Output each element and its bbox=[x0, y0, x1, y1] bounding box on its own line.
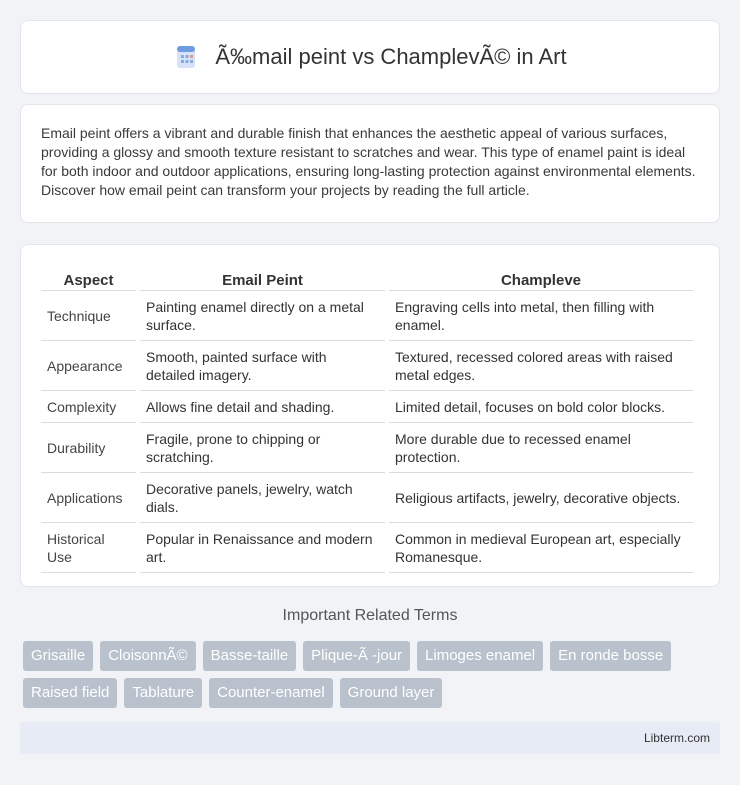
related-term-tag[interactable]: Basse-taille bbox=[203, 641, 297, 671]
table-row bbox=[41, 473, 693, 523]
table-cell-aspect: Technique bbox=[41, 291, 136, 341]
footer bbox=[20, 722, 720, 754]
column-header-email-peint: Email Peint bbox=[140, 265, 385, 291]
intro-text: Email peint offers a vibrant and durable finish that enhances the aesthetic appeal of various surfaces, providing a glossy and smooth texture resistant to scratches and wear. This type of enamel paint is ideal for both indoor and outdoor applications, ensuring long-lasting protection against environmental elements. Discover how email peint can transform your projects by reading the full article. bbox=[41, 125, 696, 198]
table-cell-email-peint: Decorative panels, jewelry, watch dials. bbox=[140, 473, 385, 523]
table-row bbox=[41, 341, 693, 391]
table-header-row bbox=[41, 265, 693, 291]
table-cell-email-peint: Popular in Renaissance and modern art. bbox=[140, 523, 385, 573]
related-term-tag[interactable]: CloisonnÃ© bbox=[100, 641, 195, 671]
table-cell-champleve: Textured, recessed colored areas with raised metal edges. bbox=[389, 341, 693, 391]
column-header-champleve: Champleve bbox=[389, 265, 693, 291]
related-terms-title: Important Related Terms bbox=[282, 607, 458, 624]
table-cell-champleve: Engraving cells into metal, then filling with enamel. bbox=[389, 291, 693, 341]
table-cell-champleve: Common in medieval European art, especially Romanesque. bbox=[389, 523, 693, 573]
related-term-tag[interactable]: Tablature bbox=[124, 678, 202, 708]
intro-card bbox=[20, 104, 720, 223]
table-row bbox=[41, 423, 693, 473]
table-cell-champleve: More durable due to recessed enamel protection. bbox=[389, 423, 693, 473]
related-term-tag[interactable]: En ronde bosse bbox=[550, 641, 671, 671]
related-term-tag[interactable]: Limoges enamel bbox=[417, 641, 543, 671]
table-cell-champleve: Religious artifacts, jewelry, decorative objects. bbox=[389, 473, 693, 523]
comparison-table-card bbox=[20, 244, 720, 587]
related-term-tag[interactable]: Raised field bbox=[23, 678, 117, 708]
document-icon bbox=[173, 44, 199, 70]
table-cell-email-peint: Smooth, painted surface with detailed imagery. bbox=[140, 341, 385, 391]
related-term-tag[interactable]: Ground layer bbox=[340, 678, 443, 708]
table-cell-email-peint: Fragile, prone to chipping or scratching. bbox=[140, 423, 385, 473]
footer-site-link[interactable]: Libterm.com bbox=[643, 731, 710, 745]
table-row bbox=[41, 291, 693, 341]
table-cell-aspect: Applications bbox=[41, 473, 136, 523]
table-cell-aspect: Complexity bbox=[41, 391, 136, 423]
table-row bbox=[41, 523, 693, 573]
table-cell-champleve: Limited detail, focuses on bold color blocks. bbox=[389, 391, 693, 423]
related-term-tag[interactable]: Grisaille bbox=[23, 641, 93, 671]
table-cell-aspect: Appearance bbox=[41, 341, 136, 391]
column-header-aspect: Aspect bbox=[41, 265, 136, 291]
table-row bbox=[41, 391, 693, 423]
related-term-tag[interactable]: Counter-enamel bbox=[209, 678, 333, 708]
table-cell-email-peint: Allows fine detail and shading. bbox=[140, 391, 385, 423]
related-term-tag[interactable]: Plique-Ã -jour bbox=[303, 641, 410, 671]
comparison-table bbox=[37, 265, 697, 573]
page-title: Ã‰mail peint vs ChamplevÃ© in Art bbox=[215, 44, 567, 69]
related-terms-list bbox=[23, 641, 713, 708]
table-cell-aspect: Historical Use bbox=[41, 523, 136, 573]
title-card bbox=[20, 20, 720, 94]
table-cell-aspect: Durability bbox=[41, 423, 136, 473]
table-cell-email-peint: Painting enamel directly on a metal surface. bbox=[140, 291, 385, 341]
